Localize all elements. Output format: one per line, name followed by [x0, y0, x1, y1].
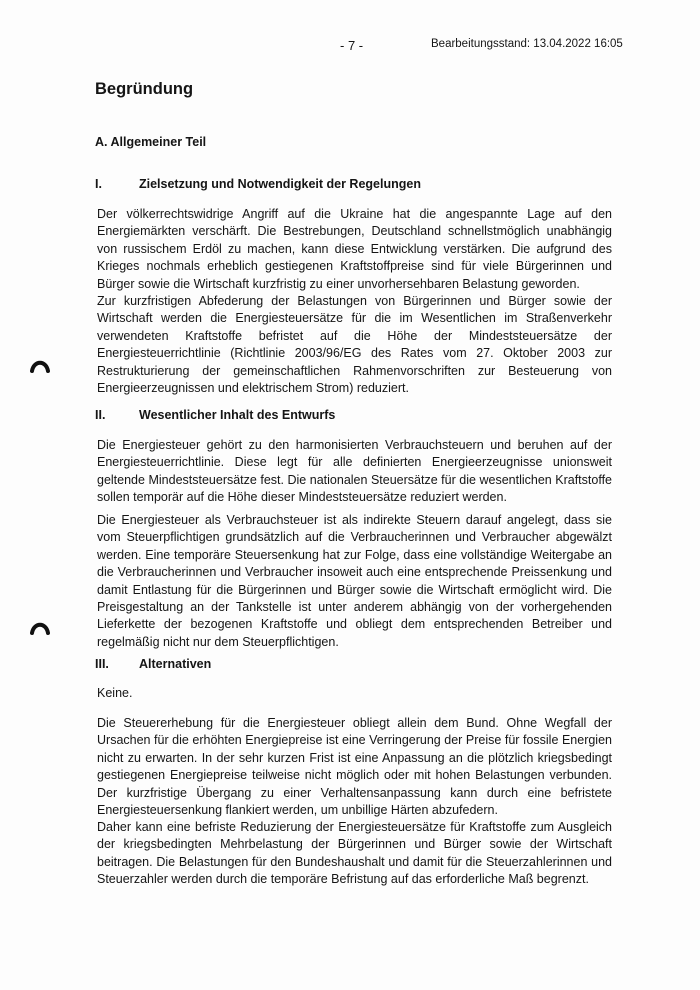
section-1-number: I.	[95, 177, 102, 191]
margin-mark-icon	[30, 616, 50, 636]
section-3-paragraph-2: Die Steuererhebung für die Energiesteuer obliegt allein dem Bund. Ohne Wegfall der Ursachen für die erhöhten Energiepreise ist eine Verringerung der Preise für fossile Energien nicht zu erwarten. In der sehr kurzen Frist ist eine Anpassung an die plötzlich kriegsbedingt gestiegenen Energiepreise teilweise nicht möglich oder mit hohen Belastungen verbunden. Der kurzfristige Übergang zu einer Verhaltensanpassung kann durch eine befristete Energiesteuersenkung flankiert werden, um unbillige Härten abzufedern.	[97, 716, 612, 818]
section-3-paragraph-1: Keine.	[97, 686, 133, 700]
section-2-heading	[95, 408, 335, 422]
section-3-paragraph-3: Daher kann eine befriste Reduzierung der Energiesteuersätze für Kraftstoffe zum Ausgleich der kriegsbedingten Mehrbelastung der Bürgerinnen und Bürger sowie der Wirtschaft beitragen. Die Belastungen für den Bundeshaushalt und damit für die Steuerzahlerinnen und Steuerzahler werden durch die temporäre Befristung auf das erforderliche Maß begrenzt.	[97, 820, 612, 887]
section-1-paragraph-1: Der völkerrechtswidrige Angriff auf die Ukraine hat die angespannte Lage auf den Energiemärkten verschärft. Die Bestrebungen, Deutschland schnellstmöglich unabhängig von russischem Erdöl zu machen, kann diese Entwicklung verstärken. Die aufgrund des Krieges nochmals erheblich gestiegenen Kraftstoffpreise sind für viele Bürgerinnen und Bürger sowie die Wirtschaft kurzfristig zu einer unvorhersehbaren Belastung geworden.	[97, 207, 612, 291]
section-2-title: Wesentlicher Inhalt des Entwurfs	[139, 408, 336, 422]
section-3-title: Alternativen	[139, 657, 212, 671]
section-2-number: II.	[95, 408, 106, 422]
section-3-number: III.	[95, 657, 109, 671]
margin-mark-icon	[30, 354, 50, 374]
document-title: Begründung	[95, 80, 194, 98]
part-a-heading: A. Allgemeiner Teil	[95, 135, 207, 149]
section-1-heading	[95, 177, 421, 191]
section-2-paragraph-2: Die Energiesteuer als Verbrauchsteuer ist als indirekte Steuern darauf angelegt, dass sie vom Steuerpflichtigen grundsätzlich auf die Verbraucherinnen und Verbraucher abgewälzt werden. Eine temporäre Steuersenkung hat zur Folge, dass eine vollständige Weitergabe an die Verbraucherinnen und Verbraucher insoweit auch eine entsprechende Preissenkung und damit Entlastung für die Bürgerinnen und Bürger sowie die Wirtschaft ermöglicht wird. Die Preisgestaltung an der Tankstelle ist unter anderem abhängig von der vorhergehenden Lieferkette der bezogenen Kraftstoffe und obliegt dem entsprechenden Betreiber und regelmäßig nicht nur dem Steuerpflichtigen.	[97, 513, 612, 649]
page-number: - 7 -	[340, 38, 364, 53]
edit-status: Bearbeitungsstand: 13.04.2022 16:05	[431, 38, 623, 50]
section-3-heading	[95, 657, 211, 671]
section-2-paragraph-1: Die Energiesteuer gehört zu den harmonisierten Verbrauchsteuern und beruhen auf der Energiesteuerrichtlinie. Diese legt für alle definierten Energieerzeugnisse unionsweit geltende Mindeststeuersätze fest. Die nationalen Steuersätze für die wesentlichen Kraftstoffe sollen temporär auf die Höhe dieser Mindeststeuersätze reduziert werden.	[97, 438, 612, 505]
section-1-paragraph-2: Zur kurzfristigen Abfederung der Belastungen von Bürgerinnen und Bürger sowie der Wirtschaft werden die Energiesteuersätze für die im Wesentlichen im Straßenverkehr verwendeten Kraftstoffe befristet auf die Höhe der Mindeststeuersätze der Energiesteuerrichtlinie (Richtlinie 2003/96/EG des Rates vom 27. Oktober 2003 zur Restrukturierung der gemeinschaftlichen Rahmenvorschriften zur Besteuerung von Energieerzeugnissen und elektrischem Strom) reduziert.	[97, 294, 612, 396]
section-1-title: Zielsetzung und Notwendigkeit der Regelungen	[139, 177, 421, 191]
